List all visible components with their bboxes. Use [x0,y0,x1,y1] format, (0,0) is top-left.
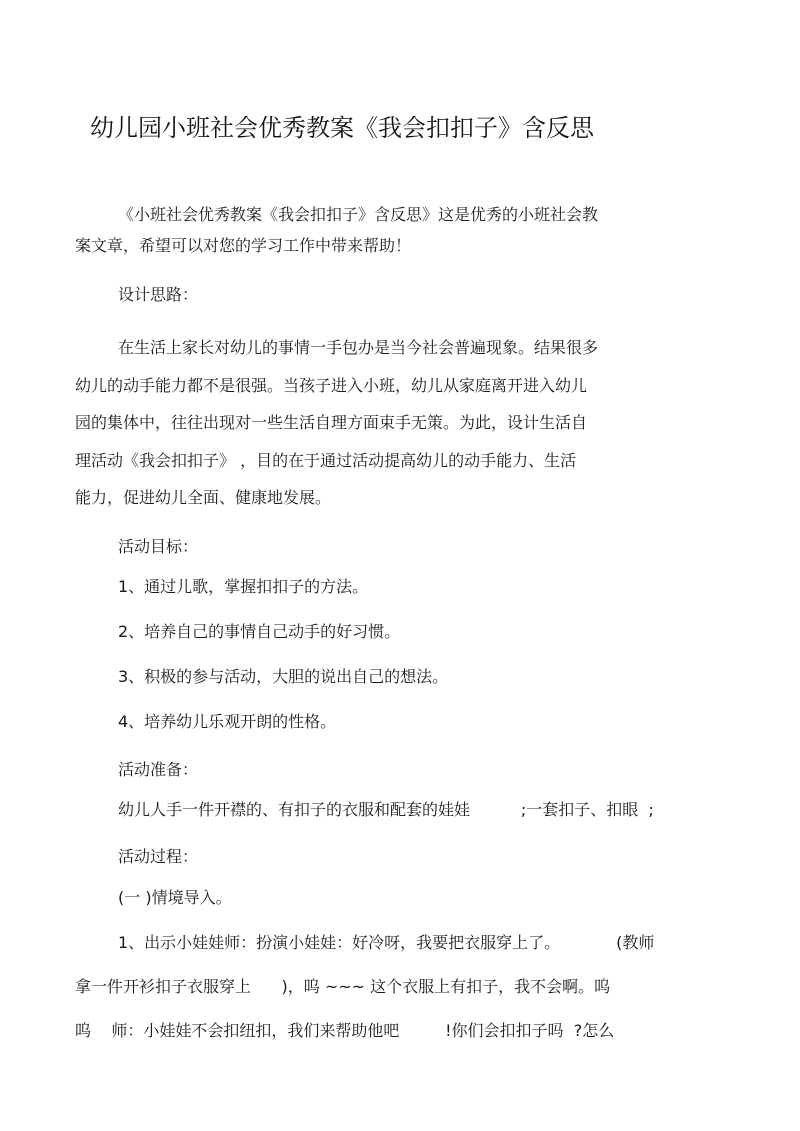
design-line: 幼儿的动手能力都不是很强。当孩子进入小班，幼儿从家庭离开进入幼儿 [75,376,588,395]
process-heading: 活动过程： [118,847,199,866]
goal-item: 3、积极的参与活动，大胆的说出自己的想法。 [118,667,449,686]
process-line: 拿一件开衫扣子衣服穿上 )，呜 ~~~ 这个衣服上有扣子，我不会啊。呜 [75,977,611,996]
intro-line: 《小班社会优秀教案《我会扣扣子》含反思》这是优秀的小班社会教 [118,205,599,224]
process-line: 呜 师：小娃娃不会扣纽扣，我们来帮助他吧 !你们会扣扣子吗 ?怎么 [75,1021,615,1040]
design-line: 在生活上家长对幼儿的事情一手包办是当今社会普遍现象。结果很多 [118,338,599,357]
goal-item: 1、通过儿歌，掌握扣扣子的方法。 [118,577,369,596]
design-line: 理活动《我会扣扣子》 ，目的在于通过活动提高幼儿的动手能力、生活 [75,451,577,470]
prep-line: 幼儿人手一件开襟的、有扣子的衣服和配套的娃娃 ;一套扣子、扣眼 ; [118,800,654,819]
prep-heading: 活动准备： [118,760,199,779]
intro-line: 案文章，希望可以对您的学习工作中带来帮助！ [75,236,412,255]
document-title: 幼儿园小班社会优秀教案《我会扣扣子》含反思 [90,114,594,142]
goal-item: 4、培养幼儿乐观开朗的性格。 [118,712,337,731]
design-heading: 设计思路： [118,285,199,304]
design-line: 能力，促进幼儿全面、健康地发展。 [75,488,332,507]
goal-item: 2、培养自己的事情自己动手的好习惯。 [118,622,401,641]
design-line: 园的集体中，往往出现对一些生活自理方面束手无策。为此，设计生活自 [75,413,588,432]
goals-heading: 活动目标： [118,537,199,556]
process-subheading: (一 )情境导入。 [118,888,232,907]
process-line: 1、出示小娃娃师：扮演小娃娃：好冷呀，我要把衣服穿上了。 (教师 [118,933,655,952]
